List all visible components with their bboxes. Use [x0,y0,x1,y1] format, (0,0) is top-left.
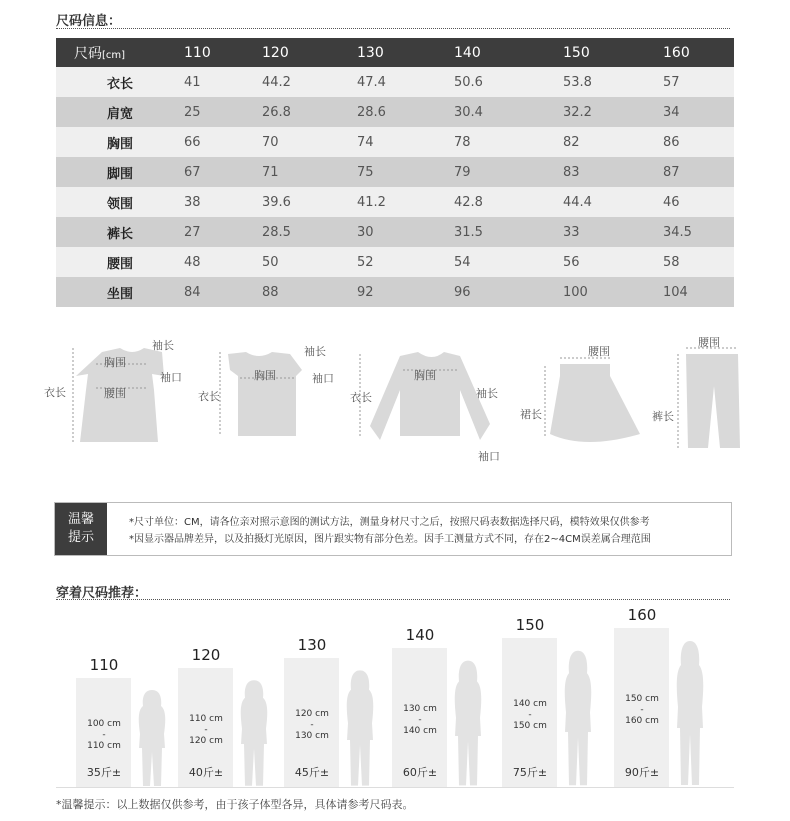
recommend-size: 150 [515,616,545,634]
header-size: 130 [357,38,454,67]
tip-box [54,502,732,556]
size-table-row [56,277,734,307]
header-size: 140 [454,38,563,67]
dress-sleeve-label: 袖长 [152,339,174,352]
header-label: 尺码 [74,45,102,62]
size-value-cell: 86 [663,127,734,157]
height-range-dash: - [310,720,314,730]
tip-heading [55,503,107,555]
size-value-cell: 50 [262,247,357,277]
pants-waist-label: 腰围 [698,336,720,349]
size-value-cell: 83 [563,157,663,187]
height-range [282,709,342,742]
recommend-weight: 35斤± [86,766,122,779]
size-value-cell: 42.8 [454,187,563,217]
height-range-to: 130 cm [295,731,329,741]
size-value-cell: 48 [184,247,262,277]
size-value-cell: 104 [663,277,734,307]
size-value-cell: 92 [357,277,454,307]
skirt-waist-label: 腰围 [588,345,610,358]
title-divider [56,28,730,29]
size-value-cell: 67 [184,157,262,187]
tip-heading-line: 提示 [67,530,94,545]
row-label: 裤长 [56,217,184,247]
height-range [390,704,450,737]
size-value-cell: 46 [663,187,734,217]
size-table-row [56,157,734,187]
child-silhouette-icon [562,648,594,792]
size-value-cell: 30 [357,217,454,247]
header-size: 110 [184,38,262,67]
sweater-shape [370,352,490,440]
child-silhouette-icon [674,638,706,792]
size-value-cell: 50.6 [454,67,563,97]
size-value-cell: 34.5 [663,217,734,247]
header-unit: [cm] [102,49,126,61]
size-value-cell: 57 [663,67,734,97]
size-value-cell: 88 [262,277,357,307]
header-label-cell [56,38,184,67]
size-value-cell: 28.6 [357,97,454,127]
height-range-from: 120 cm [295,709,329,719]
size-value-cell: 32.2 [563,97,663,127]
size-value-cell: 79 [454,157,563,187]
header-size: 150 [563,38,663,67]
size-table-row [56,67,734,97]
tshirt-cuff-label: 袖口 [312,372,334,385]
height-range-from: 110 cm [189,714,223,724]
height-range-dash: - [640,705,644,715]
row-label: 腰围 [56,247,184,277]
size-value-cell: 75 [357,157,454,187]
skirt-shape [550,364,640,442]
header-size: 160 [663,38,734,67]
tshirt-sleeve-label: 袖长 [304,345,326,358]
recommend-size: 160 [627,606,657,624]
size-table-row [56,217,734,247]
recommend-weight: 90斤± [624,766,660,779]
child-silhouette-icon [452,658,484,792]
size-value-cell: 82 [563,127,663,157]
size-value-cell: 56 [563,247,663,277]
garment-illustrations [40,330,750,470]
size-table-row [56,127,734,157]
size-value-cell: 78 [454,127,563,157]
size-value-cell: 44.2 [262,67,357,97]
sweater-cuff-label: 袖口 [478,450,500,463]
size-table [56,38,734,307]
tip-body [129,514,651,548]
size-value-cell: 30.4 [454,97,563,127]
height-range-to: 150 cm [513,721,547,731]
tip-line: *尺寸单位：CM，请各位亲对照示意图的测试方法，测量身材尺寸之后，按照尺码表数据选择尺码，模特效果仅供参考 [129,517,650,528]
recommend-weight: 60斤± [402,766,438,779]
child-silhouette-icon [238,678,270,792]
size-value-cell: 26.8 [262,97,357,127]
size-value-cell: 41 [184,67,262,97]
tshirt-length-label: 衣长 [198,390,220,403]
recommend-chart [56,600,734,788]
sweater-sleeve-label: 袖长 [476,387,498,400]
pants-length-label: 裤长 [652,410,674,423]
row-label: 肩宽 [56,97,184,127]
size-table-row [56,187,734,217]
height-range-dash: - [418,715,422,725]
skirt-length-label: 裙长 [520,408,542,421]
header-size: 120 [262,38,357,67]
sweater-length-label: 衣长 [350,391,372,404]
footer-note: *温馨提示：以上数据仅供参考，由于孩子体型各异，具体请参考尺码表。 [56,798,414,811]
size-value-cell: 52 [357,247,454,277]
size-value-cell: 84 [184,277,262,307]
size-value-cell: 66 [184,127,262,157]
tshirt-shape [228,352,302,436]
size-value-cell: 96 [454,277,563,307]
sweater-chest-label: 胸围 [414,369,436,382]
row-label: 领围 [56,187,184,217]
recommend-weight: 45斤± [294,766,330,779]
size-value-cell: 41.2 [357,187,454,217]
recommend-weight: 40斤± [188,766,224,779]
recommend-title: 穿着尺码推荐： [56,586,148,601]
row-label: 胸围 [56,127,184,157]
tip-heading-line: 温馨 [67,512,94,527]
height-range-dash: - [102,730,106,740]
recommend-baseline [56,787,734,788]
size-value-cell: 70 [262,127,357,157]
height-range-from: 100 cm [87,719,121,729]
size-value-cell: 28.5 [262,217,357,247]
recommend-size: 110 [89,656,119,674]
height-range-to: 120 cm [189,736,223,746]
dress-chest-label: 胸围 [104,356,126,369]
height-range-from: 130 cm [403,704,437,714]
dress-hem-label: 腰围 [104,387,126,400]
height-range [74,719,134,752]
size-value-cell: 53.8 [563,67,663,97]
height-range-to: 110 cm [87,741,121,751]
size-value-cell: 71 [262,157,357,187]
recommend-size: 130 [297,636,327,654]
size-value-cell: 74 [357,127,454,157]
size-value-cell: 38 [184,187,262,217]
pants-shape [686,354,740,448]
child-silhouette-icon [136,688,168,792]
size-info-title: 尺码信息： [56,14,122,29]
size-value-cell: 44.4 [563,187,663,217]
height-range [500,699,560,732]
height-range-from: 150 cm [625,694,659,704]
size-value-cell: 33 [563,217,663,247]
size-value-cell: 39.6 [262,187,357,217]
height-range-from: 140 cm [513,699,547,709]
row-label: 坐围 [56,277,184,307]
recommend-size: 140 [405,626,435,644]
size-table-row [56,247,734,277]
recommend-size: 120 [191,646,221,664]
dress-cuff-label: 袖口 [160,371,182,384]
size-value-cell: 25 [184,97,262,127]
size-table-row [56,97,734,127]
height-range-dash: - [528,710,532,720]
size-value-cell: 58 [663,247,734,277]
tshirt-chest-label: 胸围 [254,369,276,382]
size-table-header [56,38,734,67]
height-range [612,694,672,727]
measurement-diagrams [40,330,750,470]
row-label: 脚围 [56,157,184,187]
recommend-weight: 75斤± [512,766,548,779]
size-value-cell: 54 [454,247,563,277]
child-silhouette-icon [344,668,376,792]
tip-line: *因显示器品牌差异，以及拍摄灯光原因，图片跟实物有部分色差。因手工测量方式不同，存在2~4CM误差属合理范围 [129,534,651,545]
height-range [176,714,236,747]
row-label: 衣长 [56,67,184,97]
height-range-to: 140 cm [403,726,437,736]
dress-length-label: 衣长 [44,386,66,399]
size-value-cell: 47.4 [357,67,454,97]
size-value-cell: 27 [184,217,262,247]
height-range-dash: - [204,725,208,735]
size-value-cell: 31.5 [454,217,563,247]
height-range-to: 160 cm [625,716,659,726]
size-value-cell: 34 [663,97,734,127]
size-value-cell: 100 [563,277,663,307]
size-value-cell: 87 [663,157,734,187]
